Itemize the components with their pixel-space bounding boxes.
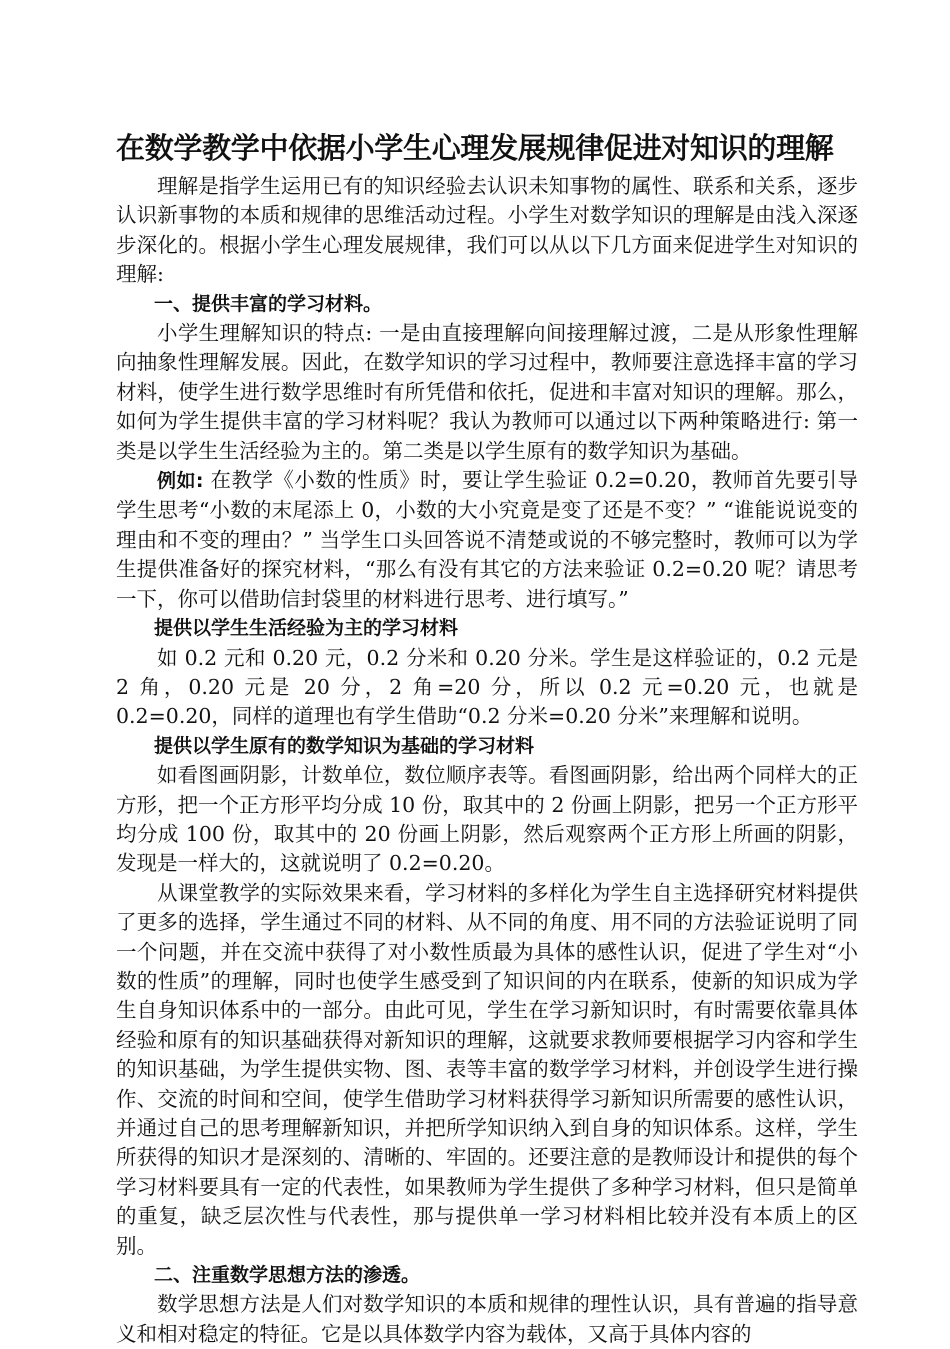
subheading-prior-knowledge: 提供以学生原有的数学知识为基础的学习材料 [154, 734, 535, 757]
section-heading-2: 二、注重数学思想方法的渗透。 [154, 1264, 421, 1287]
section-heading-1: 一、提供丰富的学习材料。 [154, 292, 383, 315]
paragraph-1: 小学生理解知识的特点: 一是由直接理解向间接理解过渡，二是从形象性理解向抽象性理解发展。因此，在数学知识的学习过程中，教师要注意选择丰富的学习材料，使学生进行数学思维时有所凭借和依托，促进和丰富对知识的理解。那么，如何为学生提供丰富的学习材料呢？我认为教师可以通过以下两种策略进行: 第一类是以学生生活经验为主的。第二类是以学生原有的数学知识为基础。 [116, 321, 858, 463]
paragraph-5: 数学思想方法是人们对数学知识的本质和规律的理性认识，具有普遍的指导意义和相对稳定的特征。它是以具体数学内容为载体，又高于具体内容的 [116, 1292, 858, 1346]
document-title: 在数学教学中依据小学生心理发展规律促进对知识的理解 [116, 131, 834, 165]
paragraph-3: 如看图画阴影，计数单位，数位顺序表等。看图画阴影，给出两个同样大的正方形，把一个正方形平均分成 10 份，取其中的 2 份画上阴影，把另一个正方形平均分成 100 份，取其中的 20 份画上阴影，然后观察两个正方形上所画的阴影，发现是一样大的，这就说明了 0.2=0.20。 [116, 763, 858, 876]
paragraph-4: 从课堂教学的实际效果来看，学习材料的多样化为学生自主选择研究材料提供了更多的选择，学生通过不同的材料、从不同的角度、用不同的方法验证说明了同一个问题，并在交流中获得了对小数性质最为具体的感性认识，促进了学生对“小数的性质”的理解，同时也使学生感受到了知识间的内在联系，使新的知识成为学生自身知识体系中的一部分。由此可见，学生在学习新知识时，有时需要依靠具体经验和原有的知识基础获得对新知识的理解，这就要求教师要根据学习内容和学生的知识基础，为学生提供实物、图、表等丰富的数学学习材料，并创设学生进行操作、交流的时间和空间，使学生借助学习材料获得学习新知识所需要的感性认识，并通过自己的思考理解新知识，并把所学知识纳入到自身的知识体系。这样，学生所获得的知识才是深刻的、清晰的、牢固的。还要注意的是教师设计和提供的每个学习材料要具有一定的代表性，如果教师为学生提供了多种学习材料，但只是简单的重复，缺乏层次性与代表性，那与提供单一学习材料相比较并没有本质上的区别。 [116, 880, 858, 1258]
example-paragraph [116, 466, 858, 614]
document-body [116, 172, 858, 1349]
subheading-life-experience: 提供以学生生活经验为主的学习材料 [154, 617, 459, 640]
example-text: 在教学《小数的性质》时，要让学生验证 0.2=0.20，教师首先要引导学生思考“小数的末尾添上 0，小数的大小究竟是变了还是不变？” “谁能说说变的理由和不变的理由？” 当学生口头回答说不清楚或说的不够完整时，教师可以为学生提供准备好的探究材料，“那么有没有其它的方法来验证 0.2=0.20 呢？请思考一下，你可以借助信封袋里的材料进行思考、进行填写。” [116, 468, 858, 611]
intro-paragraph: 理解是指学生运用已有的知识经验去认识未知事物的属性、联系和关系，逐步认识新事物的本质和规律的思维活动过程。小学生对数学知识的理解是由浅入深逐步深化的。根据小学生心理发展规律，我们可以从以下几方面来促进学生对知识的理解: [116, 174, 858, 287]
example-label: 例如: [157, 470, 204, 493]
paragraph-2: 如 0.2 元和 0.20 元，0.2 分米和 0.20 分米。学生是这样验证的，0.2 元是 2 角，0.20 元是 20 分，2 角=20 分，所以 0.2 元=0.20 元，也就是 0.2=0.20，同样的道理也有学生借助“0.2 分米=0.20 分米”来理解和说明。 [116, 645, 858, 729]
